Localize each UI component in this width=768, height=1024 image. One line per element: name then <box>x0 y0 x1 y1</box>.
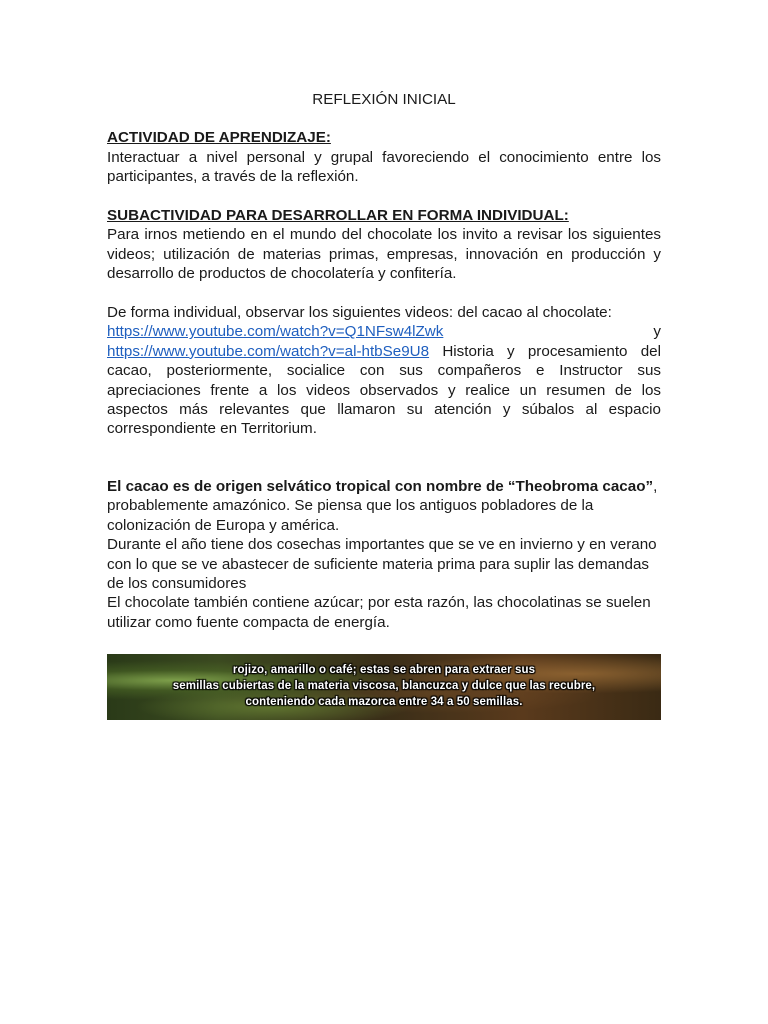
caption-line-1: rojizo, amarillo o café; estas se abren para extraer sus <box>232 664 536 676</box>
and-text: y <box>653 323 661 341</box>
subactivity-heading: SUBACTIVIDAD PARA DESARROLLAR EN FORMA INDIVIDUAL: <box>107 207 569 225</box>
summary-bold-text: El cacao es de origen selvático tropical con nombre de “Theobroma cacao” <box>107 477 654 495</box>
caption-line-2: semillas cubiertas de la materia viscosa, blancuzca y dulce que las recubre, <box>172 680 596 692</box>
videos-text <box>107 342 661 439</box>
image-caption <box>107 662 661 710</box>
activity-text: Interactuar a nivel personal y grupal favoreciendo el conocimiento entre los participantes, a través de la reflexión. <box>107 148 661 186</box>
video-link-1[interactable]: https://www.youtube.com/watch?v=Q1NFsw4lZwk <box>107 323 444 341</box>
videos-intro: De forma individual, observar los siguientes videos: del cacao al chocolate: <box>107 304 612 322</box>
video-link-2[interactable]: https://www.youtube.com/watch?v=al-htbSe9U8 <box>107 342 430 360</box>
cacao-video-still-image <box>107 654 661 720</box>
summary-paragraph-3: El chocolate también contiene azúcar; por esta razón, las chocolatinas se suelen utilizar como fuente compacta de energía. <box>107 594 651 631</box>
document-body <box>107 90 661 632</box>
summary-paragraph-1 <box>107 477 661 535</box>
summary-paragraph-2: Durante el año tiene dos cosechas importantes que se ve en invierno y en verano con lo que se ve abastecer de suficiente materia prima para suplir las demandas de los consumidores <box>107 536 657 592</box>
subactivity-text: Para irnos metiendo en el mundo del chocolate los invito a revisar los siguientes videos; utilización de materias primas, empresas, innovación en producción y desarrollo de productos de chocolatería y confitería. <box>107 226 661 283</box>
caption-line-3: conteniendo cada mazorca entre 34 a 50 semillas. <box>245 696 523 708</box>
document-title: REFLEXIÓN INICIAL <box>312 91 456 108</box>
activity-heading: ACTIVIDAD DE APRENDIZAJE: <box>107 129 331 147</box>
summary-text-1: , probablemente amazónico. Se piensa que los antiguos pobladores de la colonización de Europa y américa. <box>107 477 658 534</box>
videos-description: Historia y procesamiento del cacao, posteriormente, socialice con sus compañeros e Instructor sus apreciaciones frente a los videos observados y realice un resumen de los aspectos más relevantes que llamaron su atención y súbalos al espacio correspondiente en Territorium. <box>107 342 661 438</box>
video-link-row <box>107 322 661 341</box>
